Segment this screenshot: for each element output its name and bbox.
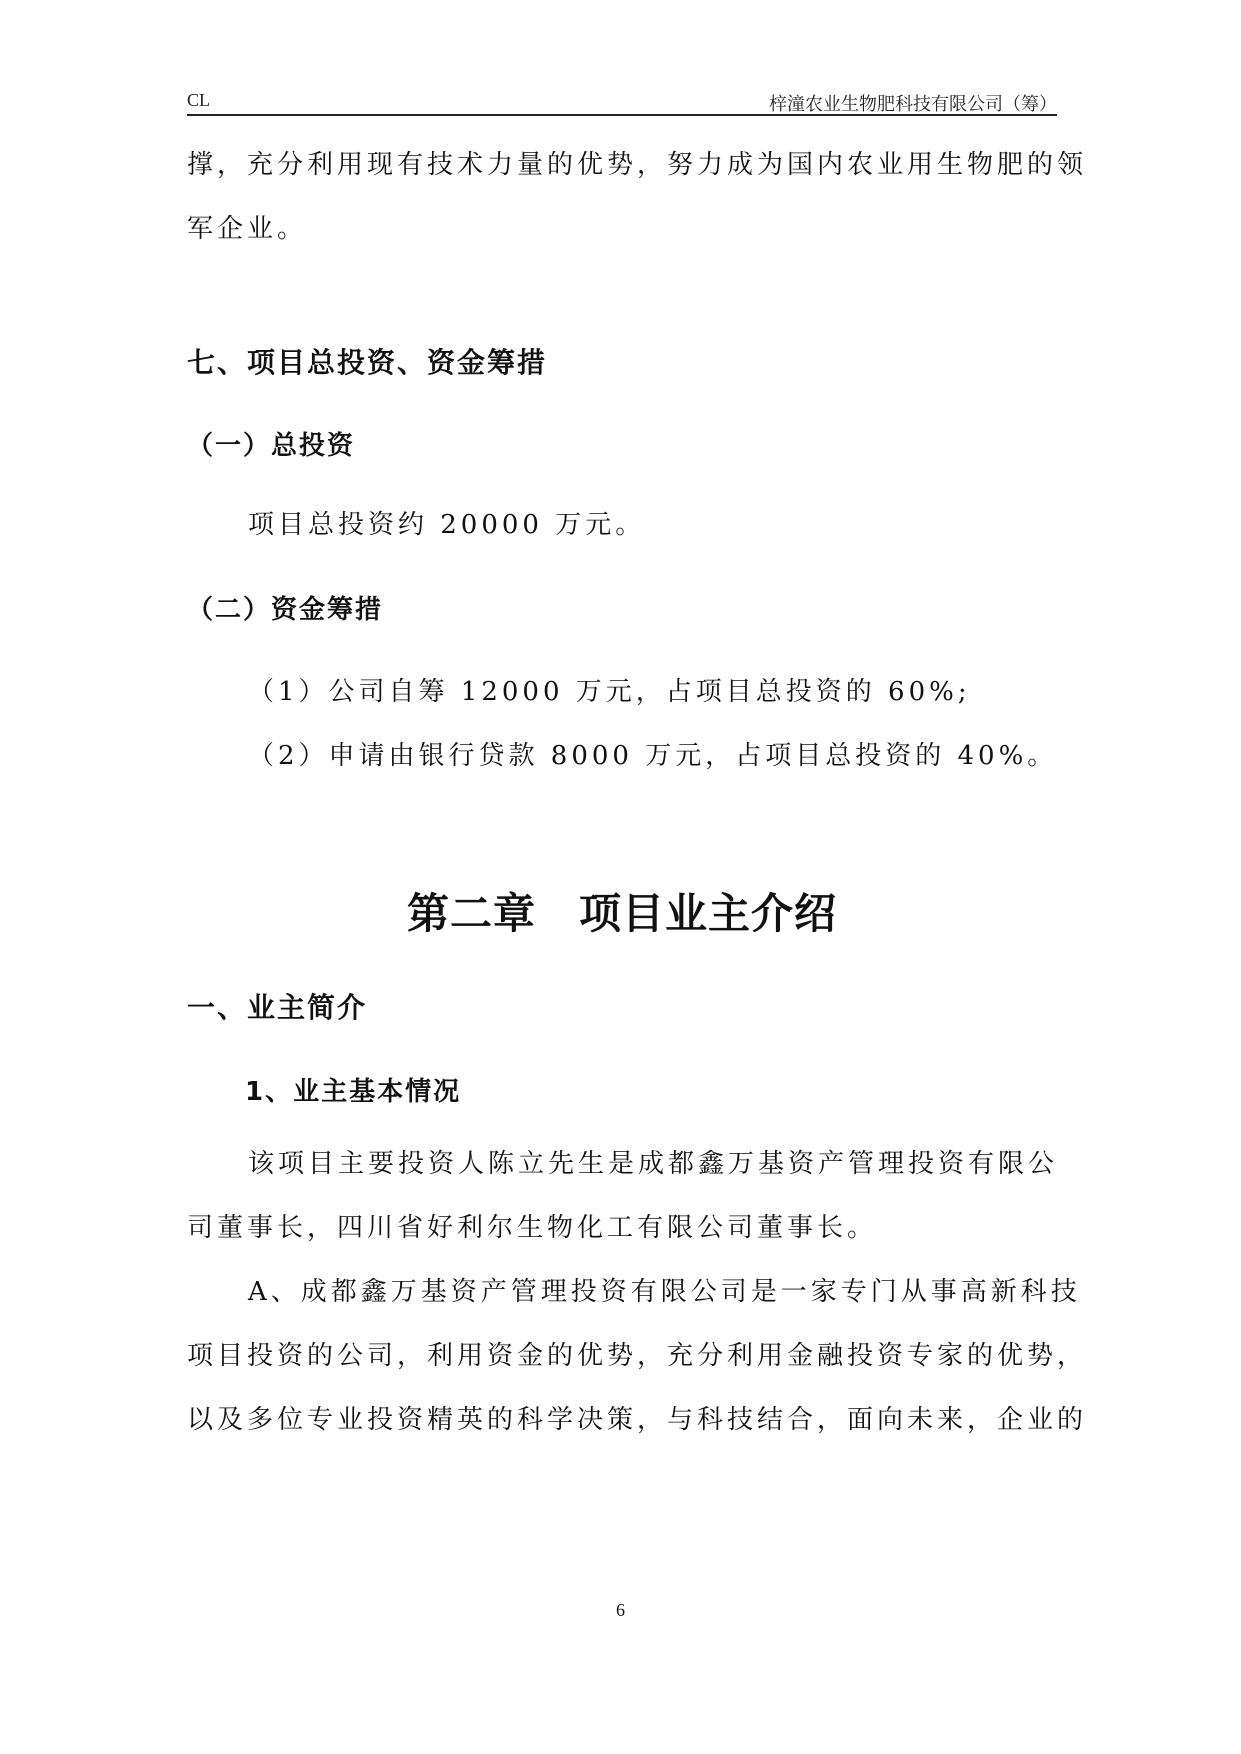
section-heading-investment: 七、项目总投资、资金筹措: [187, 346, 548, 379]
header-company-name: 梓潼农业生物肥科技有限公司（筹）: [769, 94, 1057, 114]
section-heading-owner: 一、业主简介: [187, 991, 368, 1024]
paragraph-funding-item: （2）申请由银行贷款 8000 万元，占项目总投资的 40%。: [248, 741, 1058, 771]
paragraph-line: 军企业。: [187, 214, 308, 244]
paragraph-total-investment: 项目总投资约 20000 万元。: [248, 510, 646, 540]
subsection-heading-funding: （二）资金筹措: [187, 595, 384, 625]
header-left-text: CL: [187, 90, 211, 110]
paragraph-line: 以及多位专业投资精英的科学决策，与科技结合，面向未来，企业的: [187, 1405, 1088, 1435]
subsection-heading-owner-basic: 1、业主基本情况: [245, 1077, 462, 1107]
header-divider: [187, 114, 1057, 116]
page-number: 6: [616, 1600, 625, 1620]
subsection-heading-total-investment: （一）总投资: [187, 431, 356, 461]
paragraph-line: 项目投资的公司，利用资金的优势，充分利用金融投资专家的优势，: [187, 1341, 1088, 1371]
chapter-title: 第二章 项目业主介绍: [406, 889, 837, 939]
page-header: [187, 86, 1057, 114]
paragraph-funding-item: （1）公司自筹 12000 万元，占项目总投资的 60%;: [248, 677, 971, 707]
paragraph-line: 该项目主要投资人陈立先生是成都鑫万基资产管理投资有限公: [248, 1149, 1059, 1179]
paragraph-line: 撑，充分利用现有技术力量的优势，努力成为国内农业用生物肥的领: [187, 150, 1088, 180]
paragraph-line: 司董事长，四川省好利尔生物化工有限公司董事长。: [187, 1213, 878, 1243]
paragraph-line: A、成都鑫万基资产管理投资有限公司是一家专门从事高新科技: [248, 1277, 1081, 1307]
